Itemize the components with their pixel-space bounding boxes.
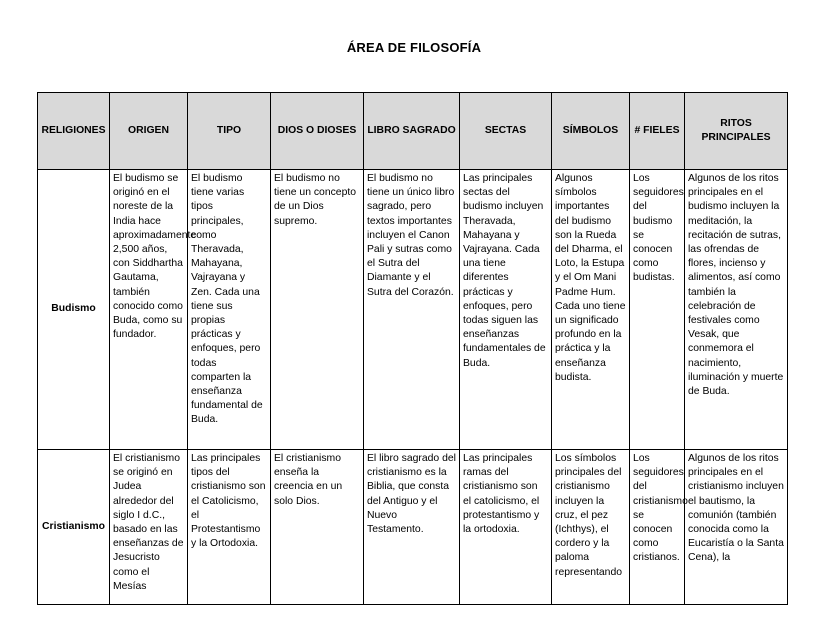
table-row <box>38 170 788 450</box>
ritos-cell: Algunos de los ritos principales en el cristianismo incluyen el bautismo, la comunión (también conocida como la Eucaristía o la Santa Cena), la <box>685 450 788 605</box>
origen-cell: El cristianismo se originó en Judea alrededor del siglo I d.C., basado en las enseñanzas de Jesucristo como el Mesías <box>110 450 188 605</box>
table-row <box>38 450 788 605</box>
ritos-cell: Algunos de los ritos principales en el budismo incluyen la meditación, la recitación de sutras, las ofrendas de flores, incienso y alimentos, así como también la celebración de festivales como Vesak, que conmemora el nacimiento, iluminación y muerte de Buda. <box>685 170 788 450</box>
religion-cell: Budismo <box>38 170 110 450</box>
religion-cell: Cristianismo <box>38 450 110 605</box>
sectas-cell: Las principales sectas del budismo incluyen Theravada, Mahayana y Vajrayana. Cada una tiene diferentes prácticas y enfoques, pero todas siguen las enseñanzas fundamentales de Buda. <box>460 170 552 450</box>
fieles-cell: Los seguidores del cristianismo se conocen como cristianos. <box>630 450 685 605</box>
libro-cell: El libro sagrado del cristianismo es la Biblia, que consta del Antiguo y el Nuevo Testamento. <box>364 450 460 605</box>
page-title: ÁREA DE FILOSOFÍA <box>346 40 482 55</box>
header-origen: ORIGEN <box>110 93 188 170</box>
fieles-cell: Los seguidores del budismo se conocen como budistas. <box>630 170 685 450</box>
dios-cell: El cristianismo enseña la creencia en un solo Dios. <box>271 450 364 605</box>
origen-cell: El budismo se originó en el noreste de la India hace aproximadamente 2,500 años, con Siddhartha Gautama, también conocido como Buda, como su fundador. <box>110 170 188 450</box>
simbolos-cell: Los símbolos principales del cristianismo incluyen la cruz, el pez (Ichthys), el cordero y la paloma representando <box>552 450 630 605</box>
simbolos-cell: Algunos símbolos importantes del budismo son la Rueda del Dharma, el Loto, la Estupa y el Om Mani Padme Hum. Cada uno tiene un significado profundo en la práctica y la enseñanza budista. <box>552 170 630 450</box>
libro-cell: El budismo no tiene un único libro sagrado, pero textos importantes incluyen el Canon Pali y sutras como el Sutra del Diamante y el Sutra del Corazón. <box>364 170 460 450</box>
tipo-cell: El budismo tiene varias tipos principales, como Theravada, Mahayana, Vajrayana y Zen. Cada una tiene sus propias prácticas y enfoques, pero todas comparten la enseñanza fundamental de Buda. <box>188 170 271 450</box>
religions-table-wrapper <box>37 92 787 600</box>
sectas-cell: Las principales ramas del cristianismo son el catolicismo, el protestantismo y la ortodoxia. <box>460 450 552 605</box>
header-ritos: RITOS PRINCIPALES <box>685 93 788 170</box>
header-libro: LIBRO SAGRADO <box>364 93 460 170</box>
header-dios: DIOS O DIOSES <box>271 93 364 170</box>
tipo-cell: Las principales tipos del cristianismo son el Catolicismo, el Protestantismo y la Ortodoxia. <box>188 450 271 605</box>
header-row <box>38 93 788 170</box>
header-simbolos: SÍMBOLOS <box>552 93 630 170</box>
header-tipo: TIPO <box>188 93 271 170</box>
header-fieles: # FIELES <box>630 93 685 170</box>
religions-table <box>37 92 788 605</box>
header-religiones: RELIGIONES <box>38 93 110 170</box>
dios-cell: El budismo no tiene un concepto de un Dios supremo. <box>271 170 364 450</box>
header-sectas: SECTAS <box>460 93 552 170</box>
